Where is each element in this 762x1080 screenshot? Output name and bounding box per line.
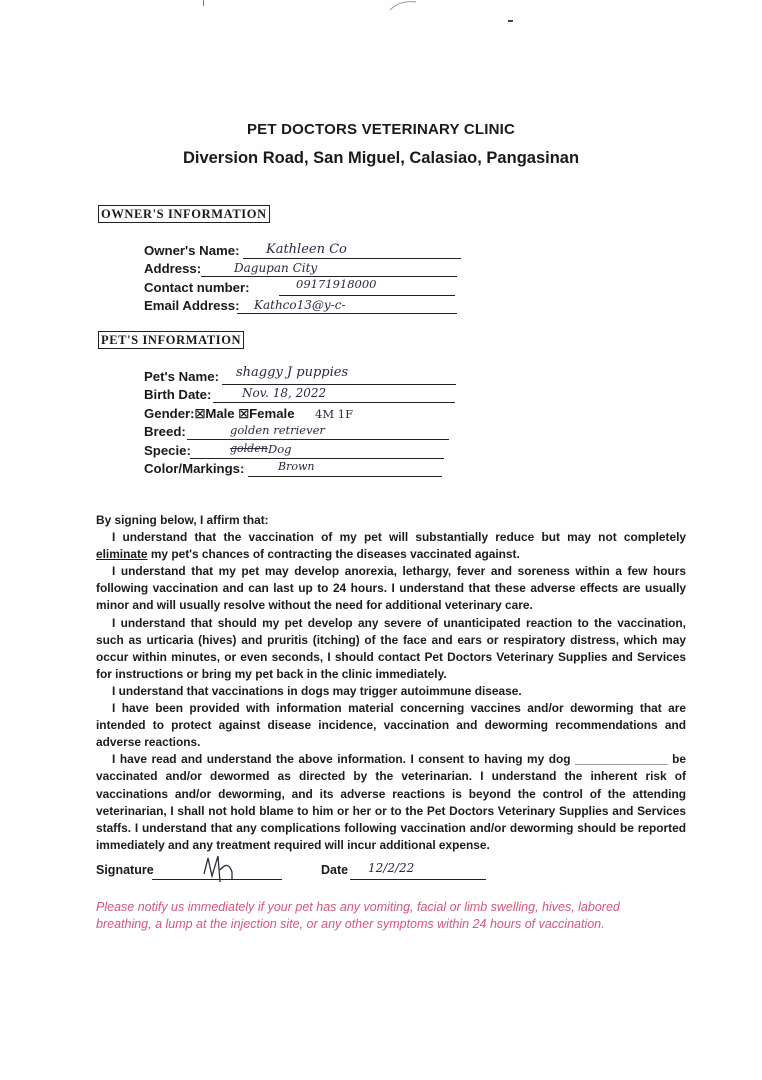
- gender-row: [144, 406, 295, 421]
- female-checkbox-icon[interactable]: ☒: [238, 407, 250, 421]
- color-label: Color/Markings:: [144, 461, 245, 476]
- address-label: Address:: [144, 261, 202, 276]
- birth-date-label: Birth Date:: [144, 387, 212, 402]
- pet-name-label: Pet's Name:: [144, 369, 219, 384]
- affirmation-p5: I have been provided with information material concerning vaccines and/or deworming that are intended to protect against disease incidence, vaccination and deworming recommendations and adverse reactions.: [96, 701, 686, 750]
- contact-label: Contact number:: [144, 280, 250, 295]
- affirmation-p2: I understand that my pet may develop anorexia, lethargy, fever and soreness within a few hours following vaccination and can last up to 24 hours. I understand that these adverse effects are usually minor and will usually resolve without the need for additional veterinary care.: [96, 564, 686, 613]
- scan-mark-curve: [388, 0, 418, 12]
- affirmation-p1-underlined: eliminate: [96, 547, 148, 562]
- email-label: Email Address:: [144, 298, 240, 313]
- clinic-name: PET DOCTORS VETERINARY CLINIC: [246, 121, 516, 138]
- affirmation-intro: By signing below, I affirm that:: [96, 513, 269, 527]
- signature-label: Signature: [96, 863, 154, 877]
- pet-name-row: [144, 369, 219, 384]
- color-value: Brown: [278, 460, 315, 473]
- affirmation-p1-end: my pet's chances of contracting the diseases vaccinated against.: [147, 547, 520, 562]
- specie-value: Dog: [268, 442, 292, 456]
- color-row: [144, 461, 244, 476]
- scan-mark: [203, 0, 204, 6]
- gender-count-note: 4M 1F: [315, 407, 354, 421]
- owner-name-value: Kathleen Co: [266, 242, 347, 257]
- affirmation-p6: I have read and understand the above information. I consent to having my dog ______________ be vaccinated and/or dewormed as directed by the veterinarian. I understand the inherent risk of vaccinations and/or deworming, and its adverse reactions is beyond the control of the attending veterinarian, I shall not hold blame to him or her or to the Pet Doctors Veterinary Supplies and Services staffs. I understand that any complications following vaccination and/or deworming should be reported immediately and any treatment required will incur additional expense.: [96, 752, 686, 852]
- specie-row: [144, 443, 191, 458]
- breed-row: [144, 424, 186, 439]
- contact-value: 09171918000: [296, 277, 377, 291]
- breed-value: golden retriever: [230, 423, 325, 437]
- email-row: [144, 298, 240, 313]
- address-row: [144, 261, 201, 276]
- contact-row: [144, 280, 250, 295]
- birth-date-value: Nov. 18, 2022: [242, 386, 327, 400]
- breed-label: Breed:: [144, 424, 186, 439]
- birth-date-row: [144, 387, 211, 402]
- gender-label: Gender:: [144, 406, 195, 421]
- email-value: Kathco13@y-c-: [254, 298, 346, 312]
- signature-scribble-icon: [198, 852, 238, 886]
- male-checkbox-icon[interactable]: ☒: [194, 407, 206, 421]
- pet-section-heading: PET'S INFORMATION: [98, 331, 244, 349]
- affirmation-p1: [96, 529, 686, 563]
- affirmation-p1-start: I understand that the vaccination of my pet will substantially reduce but may not completely: [112, 530, 686, 545]
- male-option-label: Male: [205, 406, 235, 421]
- female-option-label: Female: [249, 406, 295, 421]
- date-label: Date: [321, 863, 349, 877]
- affirmation-text: [96, 512, 686, 854]
- aftercare-notice: Please notify us immediately if your pet has any vomiting, facial or limb swelling, hives, labored breathing, a lump at the injection site, or any other symptoms within 24 hours of vaccination.: [96, 900, 620, 931]
- affirmation-p4: I understand that vaccinations in dogs may trigger autoimmune disease.: [112, 683, 522, 698]
- owner-section-heading: OWNER'S INFORMATION: [98, 205, 270, 223]
- owner-name-row: [144, 243, 239, 258]
- pet-name-value: shaggy J puppies: [236, 365, 349, 380]
- scan-mark-dash: [508, 20, 513, 22]
- specie-struck-value: golden: [230, 442, 268, 455]
- date-value: 12/2/22: [368, 861, 415, 875]
- affirmation-p3: I understand that should my pet develop any severe of unanticipated reaction to the vaccination, such as urticaria (hives) and pruritis (itching) of the face and ears or respiratory distress, which may occur within minutes, or even seconds, I should contact Pet Doctors Veterinary Supplies and Services for instructions or bring my pet back in the clinic immediately.: [96, 615, 686, 681]
- clinic-address: Diversion Road, San Miguel, Calasiao, Pangasinan: [182, 149, 580, 167]
- specie-line[interactable]: [190, 442, 444, 459]
- owner-name-label: Owner's Name:: [144, 243, 240, 258]
- specie-label: Specie:: [144, 443, 191, 458]
- address-value: Dagupan City: [234, 261, 318, 275]
